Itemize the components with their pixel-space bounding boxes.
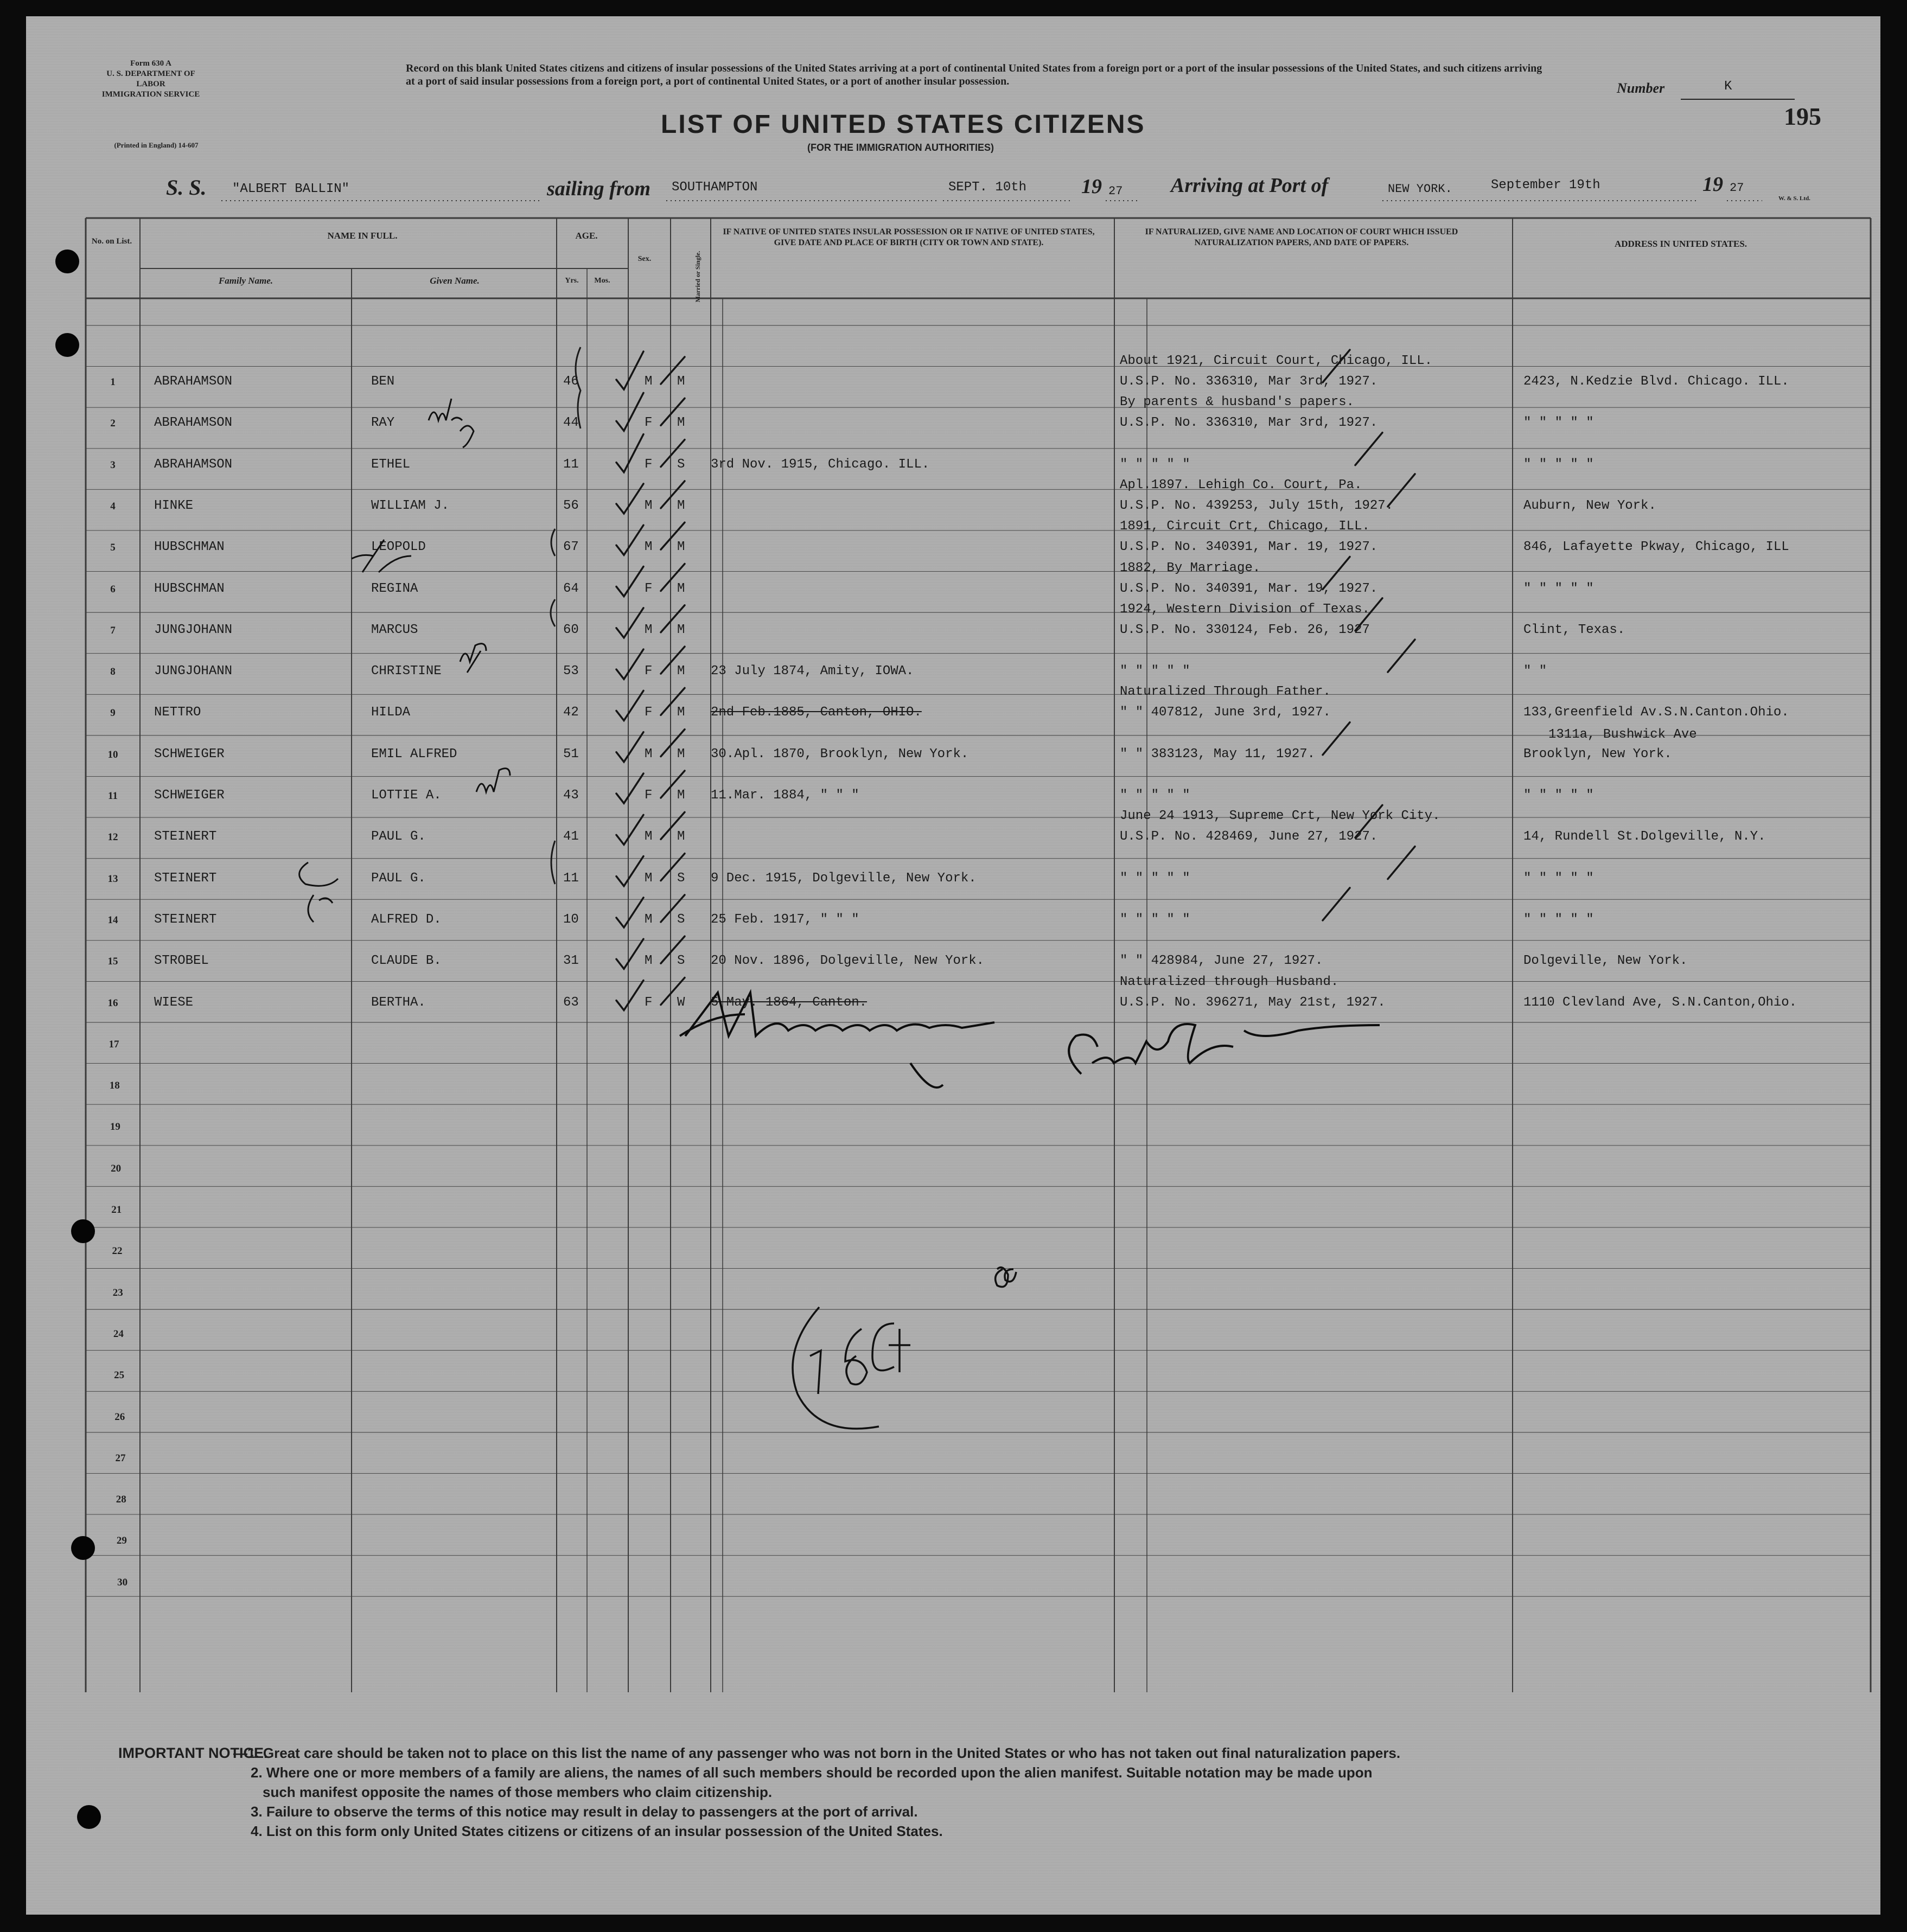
address: 846, Lafayette Pkway, Chicago, ILL xyxy=(1523,540,1789,555)
birth-info: 30.Apl. 1870, Brooklyn, New York. xyxy=(711,746,969,762)
sex-value: M xyxy=(645,622,653,637)
row-number: 10 xyxy=(107,749,118,760)
check-mark xyxy=(616,484,643,514)
age-years: 11 xyxy=(563,871,579,886)
marital-status: M xyxy=(677,705,685,720)
department: U. S. DEPARTMENT OF LABOR xyxy=(106,69,195,88)
given-name: ETHEL xyxy=(371,457,411,472)
check-mark xyxy=(616,732,643,762)
naturalization-papers: " " " " " xyxy=(1120,788,1190,803)
check-mark xyxy=(661,481,685,508)
birth-info: 9 Dec. 1915, Dolgeville, New York. xyxy=(711,871,977,886)
age-years: 53 xyxy=(563,664,579,679)
record-note: Record on this blank United States citizens and citizens of insular possessions of the United States arriving at a port of continental United States from a foreign port or a port of the insular possessions of the United States, and such citizens arriving at a port of said insular possessions from a foreign port, a port of continental United States, or a port of another insular possession. xyxy=(406,62,1542,87)
address: Auburn, New York. xyxy=(1523,498,1656,513)
year-prefix: 19 xyxy=(1081,175,1102,198)
marital-status: S xyxy=(677,912,685,927)
punch-hole xyxy=(55,333,79,357)
row-number: 12 xyxy=(107,831,118,843)
naturalization-papers: U.S.P. No. 340391, Mar. 19, 1927. xyxy=(1120,581,1378,596)
notice-item: 4. List on this form only United States citizens or citizens of an insular possession of the United States. xyxy=(251,1823,943,1839)
marital-status: M xyxy=(677,581,685,596)
address: " " " " " xyxy=(1523,871,1594,886)
sex-value: M xyxy=(645,912,653,927)
printer-mark: W. & S. Ltd. xyxy=(1778,195,1810,202)
page-subtitle: (FOR THE IMMIGRATION AUTHORITIES) xyxy=(807,142,994,153)
birth-info: 20 Nov. 1896, Dolgeville, New York. xyxy=(711,954,985,969)
naturalization-court: 1924, Western Division of Texas. xyxy=(1120,602,1370,617)
family-name: STEINERT xyxy=(154,912,217,927)
check-mark xyxy=(616,525,643,555)
from-port: SOUTHAMPTON xyxy=(672,180,758,195)
col-address: ADDRESS IN UNITED STATES. xyxy=(1614,239,1747,249)
check-mark xyxy=(661,936,685,963)
sex-value: M xyxy=(645,374,653,389)
birth-info: 25 Feb. 1917, " " " xyxy=(711,912,859,927)
birth-info: 3rd Nov. 1915, Chicago. ILL. xyxy=(711,457,930,472)
check-mark xyxy=(661,895,685,922)
ship-name: "ALBERT BALLIN" xyxy=(232,182,350,196)
row-number: 18 xyxy=(109,1080,120,1092)
marital-status: M xyxy=(677,788,685,803)
row-number: 30 xyxy=(117,1576,128,1588)
ss-label: S. S. xyxy=(166,175,207,200)
birth-info: 5 May. 1864, Canton. xyxy=(711,995,868,1010)
row-number: 23 xyxy=(112,1287,123,1298)
page-title: LIST OF UNITED STATES CITIZENS xyxy=(661,110,1146,139)
marital-status: M xyxy=(677,498,685,513)
family-name: ABRAHAMSON xyxy=(154,415,233,431)
notice-item: 3. Failure to observe the terms of this notice may result in delay to passengers at the port of arrival. xyxy=(251,1803,918,1820)
col-given: Given Name. xyxy=(430,276,480,286)
given-name: HILDA xyxy=(371,705,411,720)
check-mark xyxy=(661,647,685,674)
row-number: 16 xyxy=(107,997,118,1009)
row-number: 22 xyxy=(112,1245,123,1257)
punch-hole xyxy=(55,250,79,273)
check-mark xyxy=(1323,350,1350,382)
marital-status: M xyxy=(677,415,685,431)
check-mark xyxy=(661,357,685,384)
row-number: 4 xyxy=(110,500,116,512)
row-number: 2 xyxy=(110,418,116,430)
address: 1110 Clevland Ave, S.N.Canton,Ohio. xyxy=(1523,995,1797,1010)
age-years: 51 xyxy=(563,746,579,762)
marital-status: M xyxy=(677,622,685,637)
notice-item: such manifest opposite the names of those members who claim citizenship. xyxy=(263,1784,773,1800)
col-birth: IF NATIVE OF UNITED STATES INSULAR POSSESSION OR IF NATIVE OF UNITED STATES, GIVE DATE AND PLACE OF BIRTH (CITY OR TOWN AND STATE). xyxy=(723,227,1095,247)
age-years: 42 xyxy=(563,705,579,720)
sex-value: M xyxy=(645,540,653,555)
age-years: 10 xyxy=(563,912,579,927)
given-name: CHRISTINE xyxy=(371,664,442,679)
family-name: NETTRO xyxy=(154,705,201,720)
sex-value: F xyxy=(645,788,653,803)
family-name: STEINERT xyxy=(154,829,217,845)
age-years: 63 xyxy=(563,995,579,1010)
sex-value: F xyxy=(645,415,653,431)
check-mark xyxy=(616,434,643,472)
row-number: 29 xyxy=(116,1535,127,1547)
naturalization-papers: U.S.P. No. 396271, May 21st, 1927. xyxy=(1120,995,1386,1010)
age-years: 56 xyxy=(563,498,579,513)
signatures xyxy=(680,993,1380,1087)
age-years: 31 xyxy=(563,954,579,969)
notice-item: —1. Great care should be taken not to place on this list the name of any passenger who was not born in the United States or who has not taken out final naturalization papers. xyxy=(233,1745,1401,1761)
check-mark xyxy=(1355,805,1382,837)
arrival-year-suffix: 27 xyxy=(1730,181,1744,195)
naturalization-papers: " " " " " xyxy=(1120,457,1190,472)
age-years: 64 xyxy=(563,581,579,596)
family-name: STEINERT xyxy=(154,871,217,886)
marital-status: S xyxy=(677,954,685,969)
check-mark xyxy=(661,730,685,757)
check-mark xyxy=(616,898,643,927)
marital-status: M xyxy=(677,374,685,389)
sex-value: F xyxy=(645,581,653,596)
given-name: MARCUS xyxy=(371,622,418,637)
check-mark xyxy=(661,978,685,1005)
naturalization-papers: U.S.P. No. 439253, July 15th, 1927. xyxy=(1120,498,1394,513)
printed-note: (Printed in England) 14-607 xyxy=(114,141,199,149)
punch-hole xyxy=(77,1805,101,1829)
marital-status: S xyxy=(677,871,685,886)
number-label: Number xyxy=(1617,80,1665,96)
col-age: AGE. xyxy=(575,231,598,241)
check-mark xyxy=(661,854,685,881)
given-name: LOTTIE A. xyxy=(371,788,442,803)
age-years: 46 xyxy=(563,374,579,389)
address: " " " " " xyxy=(1523,912,1594,927)
check-mark xyxy=(1323,557,1350,590)
given-name: PAUL G. xyxy=(371,871,426,886)
marital-status: M xyxy=(677,664,685,679)
given-name: BERTHA. xyxy=(371,995,426,1010)
naturalization-court: June 24 1913, Supreme Crt, New York City. xyxy=(1120,809,1440,824)
arrival-date: September 19th xyxy=(1491,178,1600,193)
row-number: 5 xyxy=(110,542,116,554)
naturalization-court: 1882, By Marriage. xyxy=(1120,560,1261,575)
sex-value: M xyxy=(645,954,653,969)
row-number: 25 xyxy=(114,1370,125,1381)
row-number: 7 xyxy=(110,624,116,636)
given-name: WILLIAM J. xyxy=(371,498,450,513)
check-mark xyxy=(1355,433,1382,465)
check-mark xyxy=(661,522,685,549)
given-name: BEN xyxy=(371,374,395,389)
margin-notes xyxy=(793,1268,1016,1429)
given-name: REGINA xyxy=(371,581,418,596)
naturalization-papers: " " 428984, June 27, 1927. xyxy=(1120,954,1323,969)
age-years: 11 xyxy=(563,457,579,472)
naturalization-court: Naturalized Through Father. xyxy=(1120,684,1331,700)
naturalization-court: By parents & husband's papers. xyxy=(1120,395,1355,410)
row-number: 6 xyxy=(110,583,116,595)
naturalization-papers: U.S.P. No. 330124, Feb. 26, 1927 xyxy=(1120,622,1370,637)
address: " " " " " xyxy=(1523,581,1594,596)
col-name-in-full: NAME IN FULL. xyxy=(327,231,398,241)
naturalization-papers: " " " " " xyxy=(1120,912,1190,927)
check-mark xyxy=(616,649,643,679)
punch-hole xyxy=(71,1536,95,1560)
sex-value: F xyxy=(645,995,653,1010)
check-mark xyxy=(1323,888,1350,920)
check-mark xyxy=(661,812,685,839)
address: " " " " " xyxy=(1523,788,1594,803)
naturalization-papers: " " " " " xyxy=(1120,871,1190,886)
check-mark xyxy=(616,608,643,638)
row-number: 8 xyxy=(110,666,116,678)
col-mos: Mos. xyxy=(594,277,610,285)
address: 14, Rundell St.Dolgeville, N.Y. xyxy=(1523,829,1766,845)
given-name: PAUL G. xyxy=(371,829,426,845)
form-number: Form 630 A xyxy=(130,59,171,68)
check-mark xyxy=(616,567,643,597)
col-sex: Sex. xyxy=(637,255,652,263)
row-number: 19 xyxy=(110,1121,120,1133)
check-mark xyxy=(661,564,685,591)
sex-value: M xyxy=(645,871,653,886)
address: Brooklyn, New York. xyxy=(1523,746,1672,762)
check-mark xyxy=(661,398,685,425)
age-years: 43 xyxy=(563,788,579,803)
row-number: 21 xyxy=(111,1204,122,1216)
address: 133,Greenfield Av.S.N.Canton.Ohio. xyxy=(1523,705,1789,720)
row-number: 9 xyxy=(110,707,116,719)
birth-info: 23 July 1874, Amity, IOWA. xyxy=(711,664,914,679)
naturalization-papers: " " 407812, June 3rd, 1927. xyxy=(1120,705,1331,720)
age-years: 67 xyxy=(563,540,579,555)
naturalization-papers: U.S.P. No. 336310, Mar 3rd, 1927. xyxy=(1120,374,1378,389)
naturalization-papers: " " 383123, May 11, 1927. xyxy=(1120,746,1316,762)
handwriting-layer xyxy=(26,16,1880,1915)
age-years: 41 xyxy=(563,829,579,845)
naturalization-papers: " " " " " xyxy=(1120,664,1190,679)
row-number: 24 xyxy=(113,1328,124,1340)
arriving-label: Arriving at Port of xyxy=(1171,174,1329,197)
sex-value: M xyxy=(645,746,653,762)
family-name: HUBSCHMAN xyxy=(154,540,225,555)
age-years: 44 xyxy=(563,415,579,431)
sex-value: M xyxy=(645,498,653,513)
naturalization-court: Apl.1897. Lehigh Co. Court, Pa. xyxy=(1120,477,1362,492)
marital-status: M xyxy=(677,829,685,845)
row-number: 14 xyxy=(107,914,118,926)
family-name: HUBSCHMAN xyxy=(154,581,225,596)
family-name: ABRAHAMSON xyxy=(154,374,233,389)
check-mark xyxy=(1355,598,1382,631)
depart-date: SEPT. 10th xyxy=(948,180,1027,195)
check-mark xyxy=(616,351,643,389)
row-number: 15 xyxy=(107,956,118,968)
row-number: 27 xyxy=(115,1452,126,1464)
col-married: Married or Single. xyxy=(694,251,701,303)
family-name: HINKE xyxy=(154,498,194,513)
service: IMMIGRATION SERVICE xyxy=(101,90,200,99)
family-name: JUNGJOHANN xyxy=(154,664,233,679)
check-mark xyxy=(616,815,643,845)
address: " " xyxy=(1523,664,1547,679)
check-mark xyxy=(616,393,643,431)
address: 2423, N.Kedzie Blvd. Chicago. ILL. xyxy=(1523,374,1789,389)
arrival-year-prefix: 19 xyxy=(1702,173,1723,196)
naturalization-papers: U.S.P. No. 428469, June 27, 1927. xyxy=(1120,829,1378,845)
address: " " " " " xyxy=(1523,457,1594,472)
family-name: WIESE xyxy=(154,995,194,1010)
marital-status: W xyxy=(677,995,685,1010)
naturalization-court: Naturalized through Husband. xyxy=(1120,974,1339,989)
family-name: SCHWEIGER xyxy=(154,788,225,803)
check-mark xyxy=(661,688,685,715)
row-number: 11 xyxy=(108,790,118,802)
col-yrs: Yrs. xyxy=(565,277,579,285)
marital-status: M xyxy=(677,540,685,555)
address: " " " " " xyxy=(1523,415,1594,431)
age-years: 60 xyxy=(563,622,579,637)
check-mark xyxy=(616,773,643,803)
margin-initials xyxy=(299,399,510,922)
punch-hole xyxy=(71,1219,95,1243)
number-value: K xyxy=(1724,79,1732,94)
sex-value: F xyxy=(645,457,653,472)
naturalization-court: About 1921, Circuit Court, Chicago, ILL. xyxy=(1120,354,1433,368)
family-name: JUNGJOHANN xyxy=(154,622,233,637)
check-marks xyxy=(616,350,1415,1010)
row-number: 20 xyxy=(111,1162,122,1174)
notice-item: 2. Where one or more members of a family are aliens, the names of all such members should be recorded upon the alien manifest. Suitable notation may be made upon xyxy=(251,1764,1373,1781)
check-mark xyxy=(661,771,685,798)
address: Dolgeville, New York. xyxy=(1523,954,1688,969)
given-name: EMIL ALFRED xyxy=(371,746,457,762)
row-number: 26 xyxy=(114,1411,125,1423)
family-name: STROBEL xyxy=(154,954,209,969)
family-name: ABRAHAMSON xyxy=(154,457,233,472)
check-mark xyxy=(1388,847,1415,879)
family-name: SCHWEIGER xyxy=(154,746,225,762)
sex-value: M xyxy=(645,829,653,845)
check-mark xyxy=(616,939,643,969)
sailing-label: sailing from xyxy=(547,177,651,200)
col-naturalized: IF NATURALIZED, GIVE NAME AND LOCATION OF COURT WHICH ISSUED NATURALIZATION PAPERS, AND DATE OF PAPERS. xyxy=(1145,227,1458,247)
given-name: RAY xyxy=(371,415,395,431)
check-mark xyxy=(616,856,643,886)
birth-info: 2nd Feb.1885, Canton, OHIO. xyxy=(711,705,922,720)
naturalization-papers: U.S.P. No. 336310, Mar 3rd, 1927. xyxy=(1120,415,1378,431)
given-name: LEOPOLD xyxy=(371,540,426,555)
form-sheet xyxy=(26,16,1880,1915)
check-mark xyxy=(1388,639,1415,672)
check-mark xyxy=(661,605,685,632)
year-suffix: 27 xyxy=(1108,184,1123,198)
row-number: 17 xyxy=(109,1038,119,1050)
check-mark xyxy=(1388,474,1415,507)
address-line: 1311a, Bushwick Ave xyxy=(1548,727,1697,742)
naturalization-papers: U.S.P. No. 340391, Mar. 19, 1927. xyxy=(1120,540,1378,555)
marital-status: M xyxy=(677,746,685,762)
row-number: 13 xyxy=(107,873,118,885)
page-number: 195 xyxy=(1784,103,1821,130)
sex-value: F xyxy=(645,705,653,720)
marital-status: S xyxy=(677,457,685,472)
row-number: 3 xyxy=(110,459,116,471)
check-mark xyxy=(616,981,643,1010)
given-name: CLAUDE B. xyxy=(371,954,442,969)
naturalization-court: 1891, Circuit Crt, Chicago, ILL. xyxy=(1120,519,1370,534)
col-family: Family Name. xyxy=(218,276,273,286)
given-name: ALFRED D. xyxy=(371,912,442,927)
row-number: 1 xyxy=(110,376,116,388)
sex-value: F xyxy=(645,664,653,679)
birth-info: 11.Mar. 1884, " " " xyxy=(711,788,859,803)
address: Clint, Texas. xyxy=(1523,622,1625,637)
age-braces xyxy=(551,347,581,884)
col-no: No. on List. xyxy=(91,237,132,246)
check-mark xyxy=(661,440,685,467)
notice-heading: IMPORTANT NOTICE. xyxy=(118,1745,268,1761)
check-mark xyxy=(616,690,643,720)
check-mark xyxy=(1323,722,1350,755)
arrival-port: NEW YORK. xyxy=(1388,182,1452,196)
row-number: 28 xyxy=(116,1494,126,1506)
